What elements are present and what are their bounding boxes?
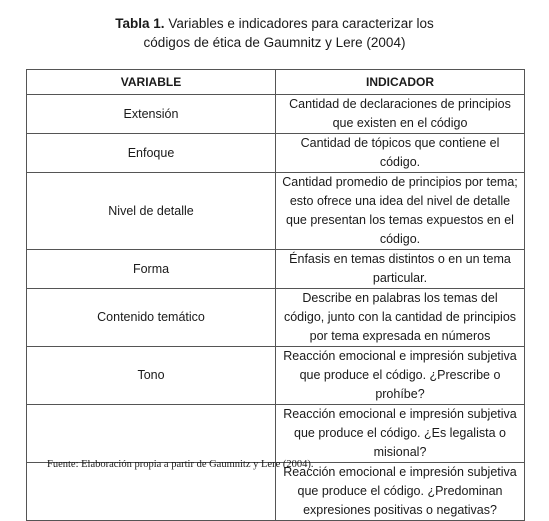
- header-indicator: INDICADOR: [276, 70, 525, 95]
- variable-cell: [27, 463, 276, 521]
- indicator-cell: Reacción emocional e impresión subjetiva que produce el código. ¿Prescribe o prohíbe?: [276, 347, 525, 405]
- header-variable: VARIABLE: [27, 70, 276, 95]
- table-row: [27, 347, 525, 405]
- table-row: [27, 134, 525, 173]
- table-row: [27, 289, 525, 347]
- variable-cell: Contenido temático: [27, 289, 276, 347]
- indicator-cell: Cantidad de tópicos que contiene el código.: [276, 134, 525, 173]
- header-row: [27, 70, 525, 95]
- caption-line-2: códigos de ética de Gaumnitz y Lere (2004): [143, 35, 406, 50]
- indicator-cell: Reacción emocional e impresión subjetiva que produce el código. ¿Predominan expresiones positivas o negativas?: [276, 463, 525, 521]
- table-caption: [0, 14, 549, 52]
- indicator-cell: Describe en palabras los temas del código, junto con la cantidad de principios por tema expresada en números: [276, 289, 525, 347]
- table-row: [27, 463, 525, 521]
- caption-title: Variables e indicadores para caracterizar los: [168, 16, 434, 31]
- variable-cell: Tono: [27, 347, 276, 405]
- table-row: [27, 173, 525, 250]
- variable-cell: [27, 405, 276, 463]
- table-row: [27, 250, 525, 289]
- variable-cell: Forma: [27, 250, 276, 289]
- indicator-cell: Énfasis en temas distintos o en un tema particular.: [276, 250, 525, 289]
- indicator-cell: Cantidad de declaraciones de principios que existen en el código: [276, 95, 525, 134]
- variable-cell: Enfoque: [27, 134, 276, 173]
- indicator-cell: Cantidad promedio de principios por tema; esto ofrece una idea del nivel de detalle que presentan los temas expuestos en el código.: [276, 173, 525, 250]
- source-note: Fuente: Elaboración propia a partir de Gaumnitz y Lere (2004).: [47, 459, 314, 470]
- variable-cell: Nivel de detalle: [27, 173, 276, 250]
- caption-line-1: [0, 14, 549, 33]
- table-row: [27, 95, 525, 134]
- table-row: [27, 405, 525, 463]
- variable-cell: Extensión: [27, 95, 276, 134]
- table-number: Tabla 1.: [115, 16, 165, 31]
- variables-table: [26, 69, 525, 521]
- indicator-cell: Reacción emocional e impresión subjetiva que produce el código. ¿Es legalista o misional?: [276, 405, 525, 463]
